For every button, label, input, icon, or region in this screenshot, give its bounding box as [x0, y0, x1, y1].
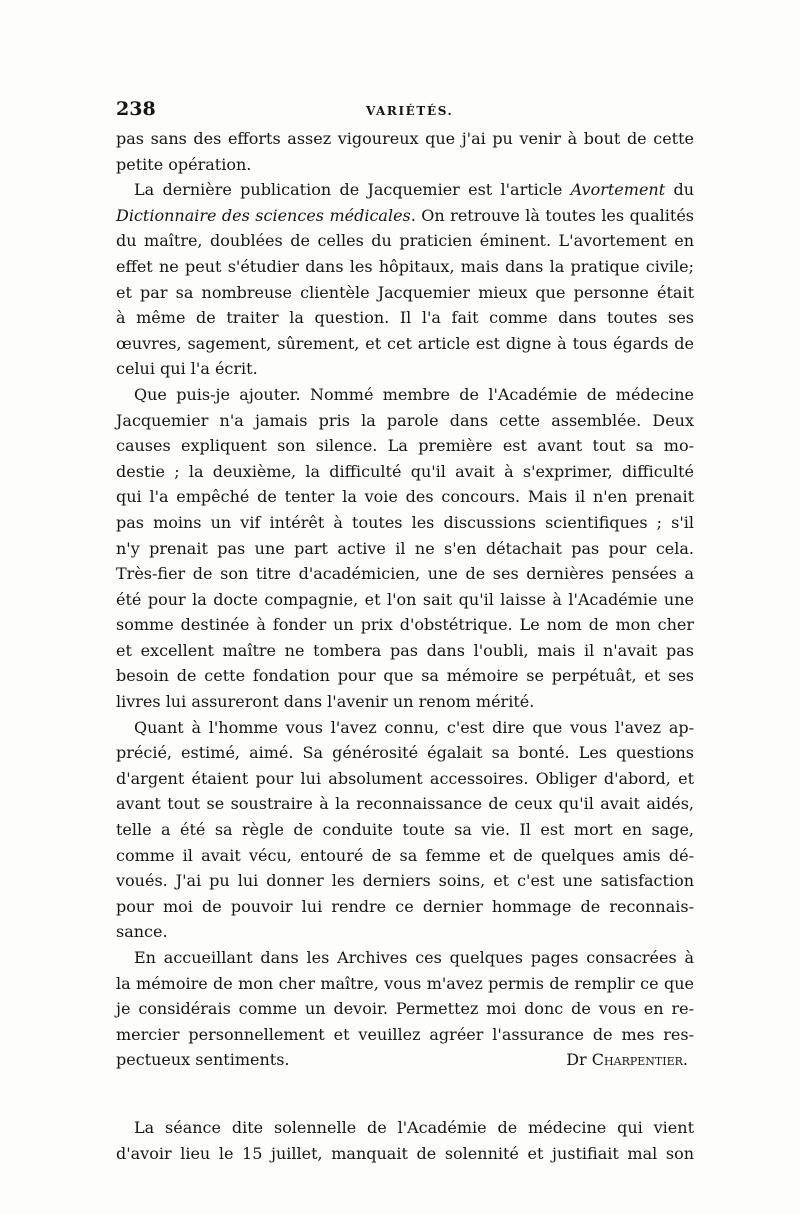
signature-name: Charpentier.: [591, 1050, 688, 1070]
text-line: Que puis-je ajouter. Nommé membre de l'Académie de médecine: [134, 384, 694, 404]
text-line: du maître, doublées de celles du praticien éminent. L'avortement en: [116, 231, 694, 251]
text-line: qui l'a empêché de tenter la voie des concours. Mais il n'en prenait: [116, 487, 694, 507]
text-line: à même de traiter la question. Il l'a fait comme dans toutes ses: [116, 308, 694, 328]
text-line: celui qui l'a écrit.: [116, 359, 258, 379]
page-header: [116, 98, 696, 124]
text-line: causes expliquent son silence. La première est avant tout sa mo-: [116, 436, 694, 456]
text-line: petite opération.: [116, 154, 252, 174]
text-line: sance.: [116, 922, 168, 942]
text-line: Très-fier de son titre d'académicien, une de ses dernières pensées a: [116, 564, 694, 584]
text-line: pour moi de pouvoir lui rendre ce dernier hommage de reconnais-: [116, 896, 694, 916]
italic-term: Avortement: [570, 180, 666, 200]
section-gap: [116, 1073, 694, 1115]
text-line: effet ne peut s'étudier dans les hôpitaux, mais dans la pratique civile;: [116, 256, 694, 276]
text-line: somme destinée à fonder un prix d'obstétrique. Le nom de mon cher: [116, 615, 694, 635]
text-span: du: [665, 180, 694, 200]
italic-title: Dictionnaire des sciences médicales: [116, 205, 411, 225]
text-line: la mémoire de mon cher maître, vous m'avez permis de remplir ce que: [116, 973, 694, 993]
text-line: précié, estimé, aimé. Sa générosité égalait sa bonté. Les questions: [116, 743, 694, 763]
text-line: et excellent maître ne tombera pas dans l'oubli, mais il n'avait pas: [116, 640, 694, 660]
running-title: VARIÉTÉS.: [366, 104, 454, 118]
text-line: pas sans des efforts assez vigoureux que j'ai pu venir à bout de cette: [116, 129, 694, 148]
text-line: Jacquemier n'a jamais pris la parole dans cette assemblée. Deux: [116, 410, 694, 430]
text-line: œuvres, sagement, sûrement, et cet article est digne à tous égards de: [116, 333, 694, 353]
text-line: pas moins un vif intérêt à toutes les discussions scientifiques ; s'il: [116, 512, 694, 532]
text-line: d'argent étaient pour lui absolument accessoires. Obliger d'abord, et: [116, 768, 694, 788]
text-line: je considérais comme un devoir. Permettez moi donc de vous en re-: [116, 999, 694, 1019]
text-line: voués. J'ai pu lui donner les derniers soins, et c'est une satisfaction: [116, 871, 694, 891]
text-line: telle a été sa règle de conduite toute sa vie. Il est mort en sage,: [116, 820, 694, 840]
signature-line: [116, 1047, 694, 1073]
text-line: et par sa nombreuse clientèle Jacquemier mieux que personne était: [116, 282, 694, 302]
text-line: d'avoir lieu le 15 juillet, manquait de solennité et justifiait mal son: [116, 1143, 694, 1163]
text-line: livres lui assureront dans l'avenir un renom mérité.: [116, 692, 535, 712]
text-line: n'y prenait pas une part active il ne s'en détachait pas pour cela.: [116, 538, 694, 558]
text-line: destie ; la deuxième, la difficulté qu'il avait à s'exprimer, difficulté: [116, 461, 694, 481]
text-line: été pour la docte compagnie, et l'on sait qu'il laisse à l'Académie une: [116, 589, 694, 609]
text-span: La dernière publication de Jacquemier est l'article: [134, 180, 571, 200]
text-span: . On retrouve là toutes les qualités: [410, 205, 694, 225]
text-line: [116, 177, 694, 203]
text-line: besoin de cette fondation pour que sa mémoire se perpétuât, et ses: [116, 666, 694, 686]
page-number: 238: [116, 98, 156, 120]
text-line: avant tout se soustraire à la reconnaissance de ceux qu'il avait aidés,: [116, 794, 694, 814]
text-line: comme il avait vécu, entouré de sa femme et de quelques amis dé-: [116, 845, 694, 865]
text-line: Quant à l'homme vous l'avez connu, c'est dire que vous l'avez ap-: [134, 717, 694, 737]
signature: [566, 1047, 694, 1073]
text-line: [116, 203, 694, 229]
signature-title: Dr: [566, 1050, 587, 1070]
text-line: mercier personnellement et veuillez agréer l'assurance de mes res-: [116, 1024, 694, 1044]
text-line: En accueillant dans les Archives ces quelques pages consacrées à: [134, 948, 694, 967]
article-body: [116, 126, 694, 1166]
text-line: La séance dite solennelle de l'Académie de médecine qui vient: [134, 1117, 694, 1137]
text-span: pectueux sentiments.: [116, 1050, 290, 1070]
